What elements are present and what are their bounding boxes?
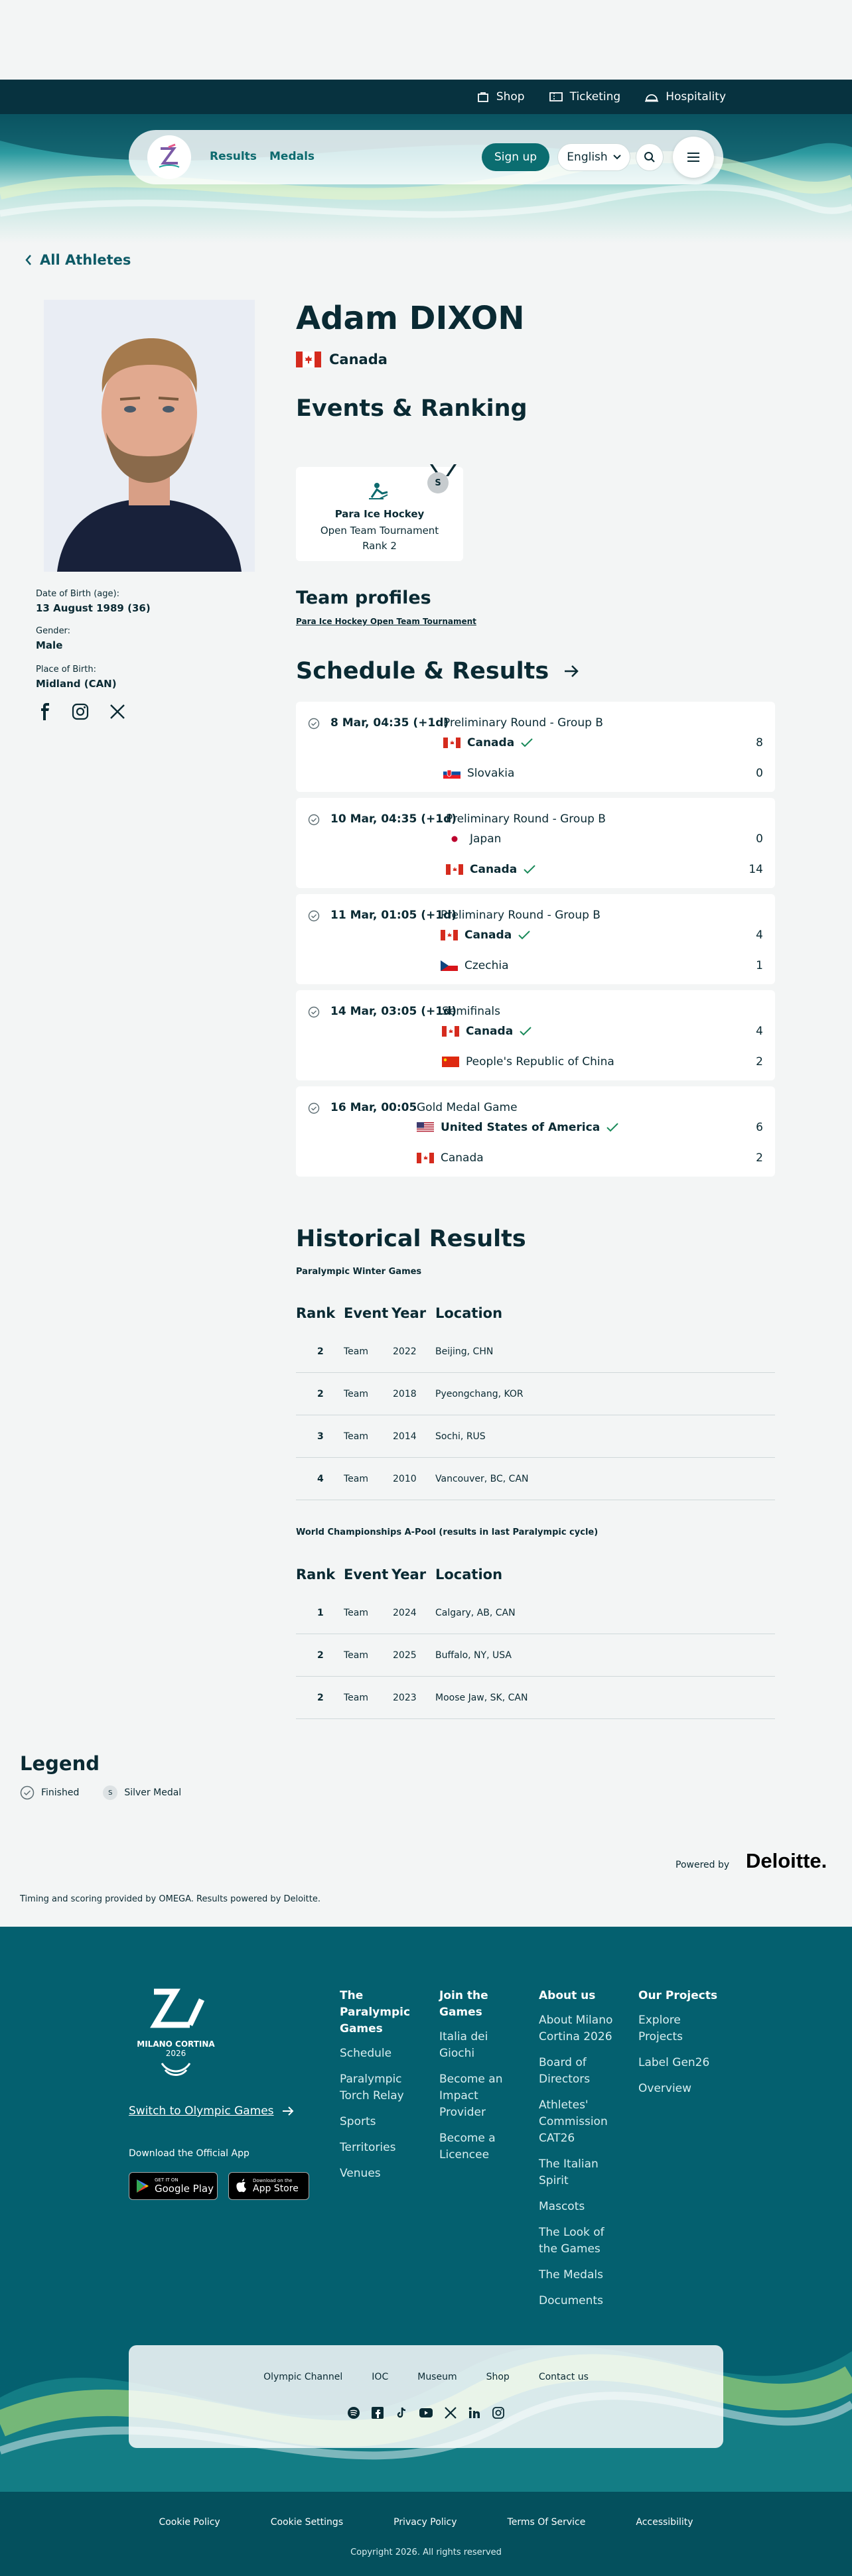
footer-panel-link[interactable]: IOC [372, 2372, 389, 2382]
schedule-game-row[interactable] [296, 894, 775, 984]
footer-link[interactable]: The Medals [539, 2268, 603, 2282]
shop-link[interactable]: Shop [476, 90, 525, 103]
footer-link[interactable]: Mascots [539, 2200, 585, 2213]
footer-link[interactable]: Become a Licencee [439, 2132, 496, 2161]
legal-link[interactable]: Accessibility [636, 2517, 693, 2528]
event-cell: Team [344, 1389, 369, 1399]
footer-link[interactable]: The Look of the Games [539, 2226, 604, 2256]
country-flag-icon [441, 930, 458, 940]
main-nav [129, 130, 723, 184]
event-cell: Team [344, 1650, 369, 1661]
menu-button[interactable] [673, 137, 714, 178]
location-cell: Moose Jaw, SK, CAN [435, 1693, 528, 1703]
team-name: Canada [470, 863, 518, 876]
powered-by-label: Powered by [675, 1860, 730, 1870]
winner-check-icon [524, 865, 535, 874]
footer-link[interactable]: Schedule [340, 2047, 392, 2060]
team-name: Canada [467, 736, 515, 749]
legal-link[interactable]: Cookie Settings [270, 2517, 344, 2528]
team-name: Czechia [464, 959, 509, 972]
footer-link[interactable]: Documents [539, 2294, 603, 2307]
table-row [296, 1458, 775, 1500]
game-phase: Gold Medal Game [417, 1101, 518, 1114]
team-name: Canada [464, 929, 512, 942]
year-cell: 2023 [393, 1693, 417, 1703]
search-icon [644, 151, 656, 163]
game-time: 16 Mar, 00:05 [330, 1101, 417, 1114]
facebook-icon[interactable] [37, 703, 52, 720]
event-cell: Team [344, 1608, 369, 1618]
legend-finished: Finished S Silver Medal [20, 1785, 181, 1800]
legal-link[interactable]: Privacy Policy [393, 2517, 457, 2528]
team-name: People's Republic of China [466, 1055, 614, 1068]
table-header-location: Location [435, 1567, 503, 1582]
google-play-button[interactable]: GET IT ON Google Play [129, 2172, 218, 2200]
table-row [296, 1415, 775, 1458]
footer-panel-link[interactable]: Contact us [538, 2372, 589, 2382]
x-twitter-icon[interactable] [444, 2406, 457, 2419]
footer-links-panel [129, 2345, 723, 2448]
rank-cell: 2 [317, 1693, 324, 1703]
athlete-photo [44, 300, 255, 572]
shopping-bag-icon [476, 90, 490, 103]
copyright: Copyright 2026. All rights reserved [350, 2547, 502, 2557]
game-time: 10 Mar, 04:35 (+1d) [330, 812, 457, 826]
location-cell: Calgary, AB, CAN [435, 1608, 516, 1618]
social-links [37, 703, 126, 720]
game-time: 14 Mar, 03:05 (+1d) [330, 1005, 457, 1018]
country-flag-icon [443, 768, 461, 779]
linkedin-icon[interactable] [468, 2406, 481, 2419]
team-entry [441, 959, 509, 972]
table-row [296, 1634, 775, 1677]
location-cell: Pyeongchang, KOR [435, 1389, 524, 1399]
country-flag-icon [446, 834, 463, 844]
team-score: 14 [748, 863, 763, 876]
team-name: United States of America [441, 1121, 601, 1134]
footer-link[interactable]: Explore Projects [638, 2014, 683, 2043]
footer-column [539, 1988, 625, 2319]
hospitality-link[interactable]: Hospitality [644, 90, 726, 103]
tiktok-icon[interactable] [395, 2406, 408, 2419]
team-entry [446, 863, 535, 876]
table-header-rank: Rank [296, 1567, 336, 1582]
footer-link[interactable]: Label Gen26 [638, 2056, 710, 2069]
team-score: 4 [756, 929, 763, 942]
team-name: Canada [441, 1151, 484, 1165]
year-cell: 2024 [393, 1608, 417, 1618]
legend-title: Legend [20, 1752, 100, 1775]
footer-social-icons [129, 2406, 723, 2419]
team-entry [443, 767, 514, 780]
spotify-icon[interactable] [347, 2406, 360, 2419]
search-button[interactable] [636, 143, 664, 171]
arrow-right-icon [282, 2106, 294, 2116]
country-flag-icon [417, 1153, 434, 1163]
footer-link[interactable]: Board of Directors [539, 2056, 591, 2086]
team-score: 2 [756, 1055, 763, 1068]
team-score: 4 [756, 1025, 763, 1038]
country-flag-icon [417, 1122, 434, 1133]
cloche-icon [644, 91, 659, 103]
site-footer [0, 1927, 852, 2576]
schedule-game-row[interactable] [296, 990, 775, 1080]
chevron-down-icon [613, 155, 621, 160]
finished-check-icon [308, 1102, 320, 1114]
footer-column [340, 1988, 426, 2191]
event-cell: Team [344, 1474, 369, 1484]
table-header-year: Year [391, 1305, 427, 1321]
location-cell: Buffalo, NY, USA [435, 1650, 512, 1661]
year-cell: 2025 [393, 1650, 417, 1661]
country-flag-icon [441, 960, 458, 971]
footer-column-title: The Paralympic Games [340, 1989, 411, 2035]
back-to-athletes-link[interactable]: All Athletes [25, 252, 131, 268]
event-cell: Team [344, 1346, 369, 1357]
instagram-icon[interactable] [492, 2406, 505, 2419]
location-cell: Vancouver, BC, CAN [435, 1474, 529, 1484]
team-entry [442, 1025, 532, 1038]
schedule-game-row[interactable] [296, 798, 775, 888]
events-ranking-title: Events & Ranking [296, 395, 528, 422]
x-twitter-icon[interactable] [109, 703, 126, 720]
world-section-title: World Championships A-Pool (results in last Paralympic cycle) [296, 1527, 599, 1537]
event-cell: Team [344, 1431, 369, 1442]
winner-check-icon [518, 931, 530, 940]
facebook-icon[interactable] [371, 2406, 384, 2419]
event-ranking-card[interactable] [296, 467, 463, 561]
table-header-location: Location [435, 1305, 503, 1321]
silver-medal-badge: S [427, 472, 449, 493]
table-header-event: Event [344, 1305, 389, 1321]
nav-results[interactable]: Results [210, 150, 257, 163]
silver-badge: S [103, 1785, 117, 1800]
deloitte-logo[interactable]: Deloitte. [746, 1849, 827, 1872]
table-header-event: Event [344, 1567, 389, 1582]
team-name: Slovakia [467, 767, 515, 780]
footer-link[interactable]: Venues [340, 2167, 381, 2180]
team-score: 1 [756, 959, 763, 972]
team-entry [443, 736, 533, 749]
ticket-icon [549, 91, 563, 103]
team-score: 2 [756, 1151, 763, 1165]
download-app-title: Download the Official App [129, 2148, 249, 2159]
google-play-icon [136, 2179, 149, 2193]
chevron-left-icon [25, 255, 32, 265]
game-phase: Semifinals [442, 1005, 501, 1018]
footer-link[interactable]: Paralympic Torch Relay [340, 2073, 404, 2102]
pob-value: Midland (CAN) [36, 678, 117, 690]
footer-panel-link[interactable]: Shop [486, 2372, 510, 2382]
footer-column [439, 1988, 526, 2173]
team-entry [417, 1121, 618, 1134]
arrow-right-icon [563, 665, 579, 678]
finished-check-icon [308, 1006, 320, 1018]
team-score: 0 [756, 767, 763, 780]
rank-cell: 2 [317, 1389, 324, 1399]
timing-note: Timing and scoring provided by OMEGA. Results powered by Deloitte. [20, 1894, 320, 1904]
ticketing-link[interactable]: Ticketing [549, 90, 621, 103]
legal-link[interactable]: Terms Of Service [507, 2517, 586, 2528]
dob-value: 13 August 1989 (36) [36, 602, 151, 614]
team-name: Japan [470, 832, 502, 846]
hamburger-icon [687, 152, 700, 162]
team-profile-link[interactable]: Para Ice Hockey Open Team Tournament [296, 617, 476, 626]
canada-flag-icon [296, 352, 321, 367]
event-cell: Team [344, 1693, 369, 1703]
event-sport: Para Ice Hockey [334, 508, 425, 520]
game-time: 11 Mar, 01:05 (+1d) [330, 909, 457, 922]
language-select[interactable]: English [557, 143, 630, 171]
winner-check-icon [606, 1123, 618, 1132]
table-header-rank: Rank [296, 1305, 336, 1321]
footer-panel-link[interactable]: Olympic Channel [263, 2372, 343, 2382]
legal-link[interactable]: Cookie Policy [159, 2517, 220, 2528]
event-rank: Rank 2 [362, 540, 397, 552]
game-phase: Preliminary Round - Group B [446, 812, 606, 826]
athlete-country: Canada [296, 352, 388, 367]
year-cell: 2014 [393, 1431, 417, 1442]
signup-button[interactable]: Sign up [482, 143, 549, 171]
year-cell: 2022 [393, 1346, 417, 1357]
team-score: 8 [756, 736, 763, 749]
dob-label: Date of Birth (age): [36, 589, 119, 599]
footer-column-title: Our Projects [638, 1989, 718, 2002]
footer-link[interactable]: Italia dei Giochi [439, 2030, 488, 2060]
winner-check-icon [521, 738, 533, 747]
finished-check-icon [308, 718, 320, 730]
para-ice-hockey-icon [368, 482, 391, 501]
team-entry [417, 1151, 484, 1165]
footer-column-title: Join the Games [439, 1989, 488, 2019]
team-profiles-title: Team profiles [296, 588, 431, 608]
game-phase: Preliminary Round - Group B [443, 716, 603, 730]
country-flag-icon [443, 738, 461, 748]
year-cell: 2018 [393, 1389, 417, 1399]
instagram-icon[interactable] [72, 703, 89, 720]
rank-cell: 3 [317, 1431, 324, 1442]
location-cell: Sochi, RUS [435, 1431, 486, 1442]
country-flag-icon [442, 1057, 459, 1067]
paralympic-section-title: Paralympic Winter Games [296, 1267, 422, 1277]
schedule-game-row[interactable] [296, 1086, 775, 1177]
team-name: Canada [466, 1025, 514, 1038]
location-cell: Beijing, CHN [435, 1346, 494, 1357]
game-time: 8 Mar, 04:35 (+1d) [330, 716, 449, 730]
winner-check-icon [520, 1027, 532, 1036]
country-flag-icon [442, 1026, 459, 1037]
schedule-game-row[interactable] [296, 702, 775, 792]
schedule-results-header[interactable]: Schedule & Results [296, 658, 579, 684]
footer-link[interactable]: Athletes' Commission CAT26 [539, 2098, 608, 2145]
app-store-button[interactable]: Download on the App Store [228, 2172, 309, 2200]
footer-bottom-bar [0, 2492, 852, 2576]
team-score: 0 [756, 832, 763, 846]
footer-column [638, 1988, 725, 2106]
youtube-icon[interactable] [419, 2406, 433, 2419]
footer-panel-link[interactable]: Museum [417, 2372, 457, 2382]
athlete-name: Adam DIXON [296, 300, 525, 337]
rank-cell: 1 [317, 1608, 324, 1618]
gender-value: Male [36, 639, 63, 651]
footer-link[interactable]: Overview [638, 2082, 692, 2095]
table-row [296, 1677, 775, 1719]
gender-label: Gender: [36, 626, 71, 636]
finished-check-icon [308, 910, 320, 922]
footer-link[interactable]: Territories [340, 2141, 396, 2154]
footer-link[interactable]: Become an Impact Provider [439, 2073, 503, 2119]
finished-check-icon [20, 1785, 35, 1800]
rank-cell: 2 [317, 1346, 324, 1357]
game-phase: Preliminary Round - Group B [441, 909, 601, 922]
apple-icon [236, 2179, 248, 2193]
table-row [296, 1373, 775, 1415]
finished-check-icon [308, 814, 320, 826]
historical-results-title: Historical Results [296, 1226, 526, 1252]
footer-link[interactable]: The Italian Spirit [539, 2157, 599, 2187]
utility-bar [0, 80, 852, 114]
nav-medals[interactable]: Medals [269, 150, 315, 163]
event-name: Open Team Tournament [320, 525, 439, 537]
footer-logo[interactable]: MILANO CORTINA 2026 [129, 1986, 228, 2081]
table-header-year: Year [391, 1567, 427, 1582]
table-row [296, 1330, 775, 1373]
pob-label: Place of Birth: [36, 665, 96, 675]
year-cell: 2010 [393, 1474, 417, 1484]
country-flag-icon [446, 864, 463, 875]
footer-link[interactable]: About Milano Cortina 2026 [539, 2014, 613, 2043]
team-entry [446, 832, 501, 846]
team-entry [441, 929, 530, 942]
table-row [296, 1592, 775, 1634]
site-logo[interactable] [147, 135, 191, 179]
rank-cell: 2 [317, 1650, 324, 1661]
footer-link[interactable]: Sports [340, 2115, 376, 2128]
team-score: 6 [756, 1121, 763, 1134]
team-entry [442, 1055, 614, 1068]
rank-cell: 4 [317, 1474, 324, 1484]
switch-olympic-link[interactable]: Switch to Olympic Games [129, 2104, 294, 2118]
footer-column-title: About us [539, 1989, 596, 2002]
